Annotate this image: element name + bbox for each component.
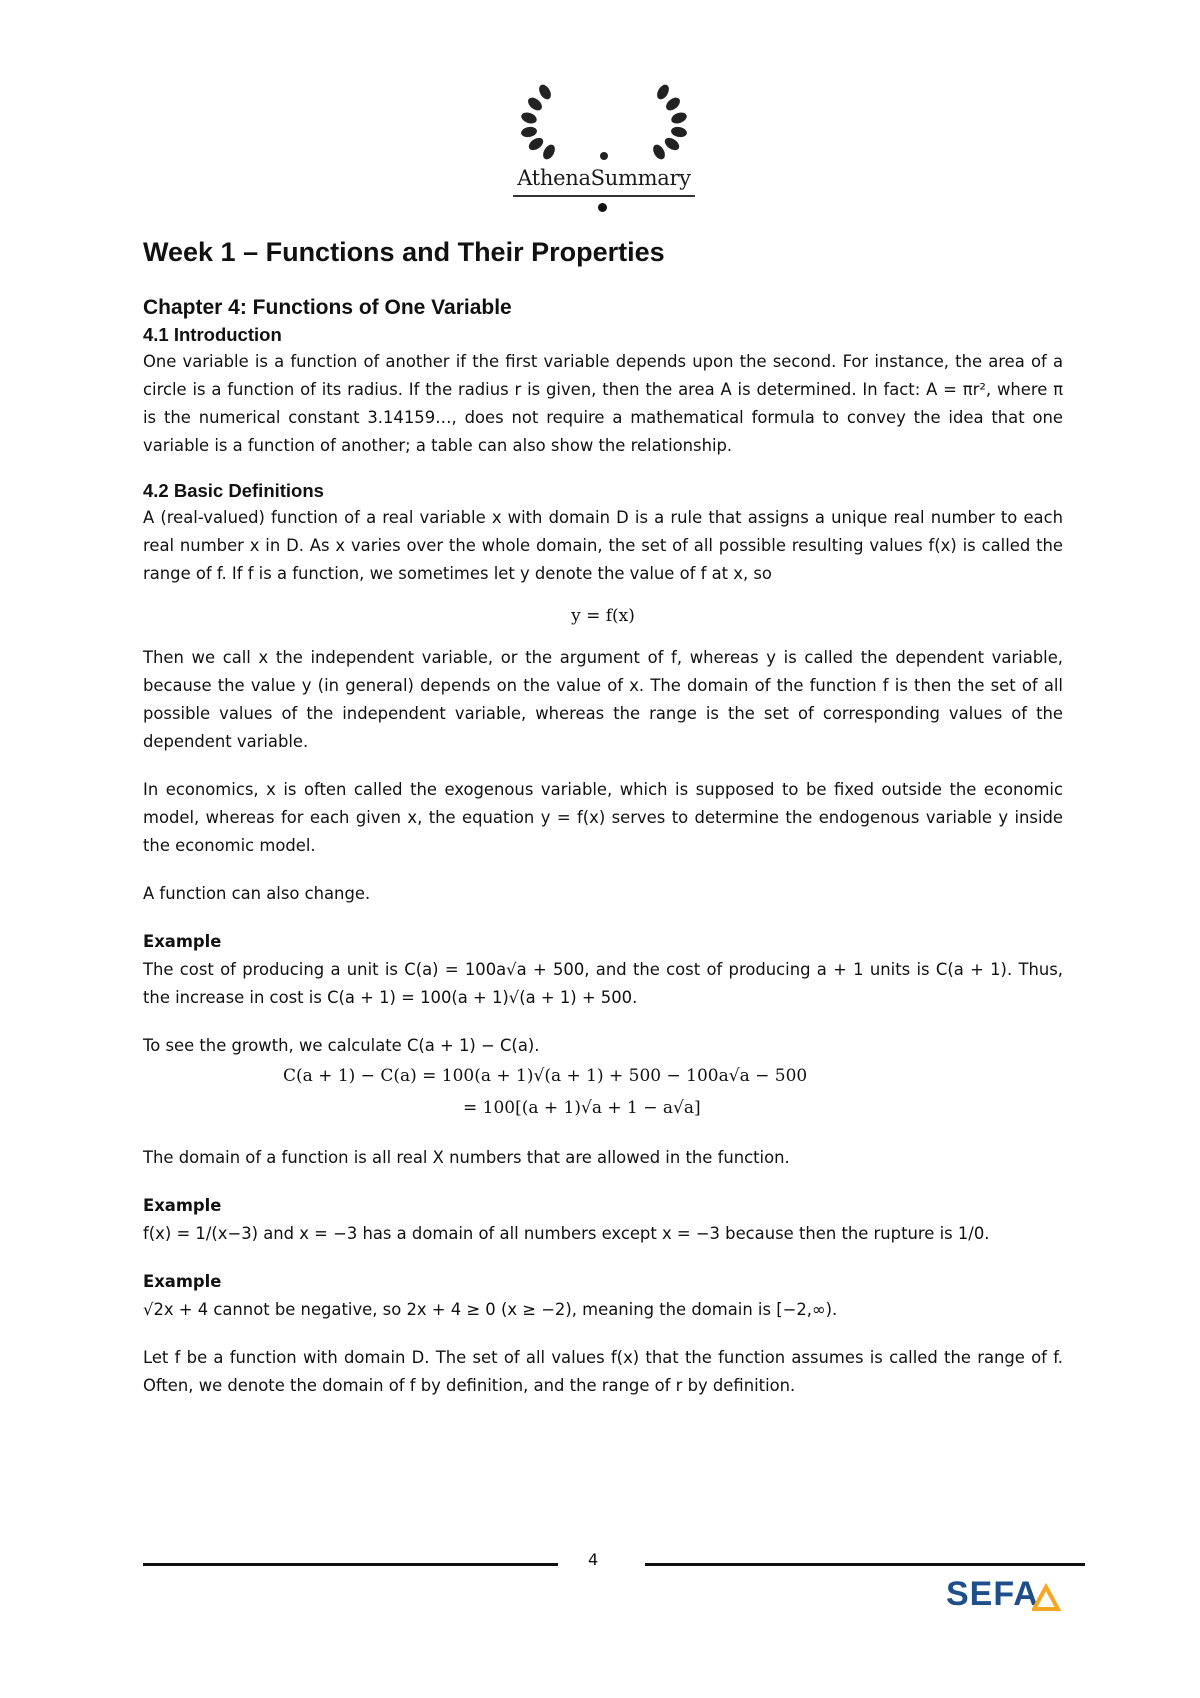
document-body xyxy=(143,230,1063,1400)
equation-y-fx: y = f(x) xyxy=(571,606,635,626)
growth-equation-2: = 100[(a + 1)√a + 1 − a√a] xyxy=(463,1098,701,1118)
laurel-wreath-icon xyxy=(509,82,699,166)
example-1-label: Example xyxy=(143,932,222,951)
example-1-text: The cost of producing a unit is C(a) = 100a√a + 500, and the cost of producing a + 1 units is C(a + 1). Thus, the increase in cost is C(a + 1) = 100(a + 1)√(a + 1) + 500. xyxy=(143,960,1063,1007)
section-4-1-heading: 4.1 Introduction xyxy=(143,324,282,345)
growth-equation-1: C(a + 1) − C(a) = 100(a + 1)√(a + 1) + 500 − 100a√a − 500 xyxy=(283,1066,808,1086)
range-definition: Let f be a function with domain D. The set of all values f(x) that the function assumes is called the range of f. Often, we denote the domain of f by definition, and the range of r by definition. xyxy=(143,1348,1063,1395)
logo-brand-text: AthenaSummary xyxy=(517,166,691,190)
growth-text: To see the growth, we calculate C(a + 1) − C(a). xyxy=(143,1036,540,1055)
footer-rule-right xyxy=(645,1563,1085,1566)
logo-dot xyxy=(598,203,607,212)
economics-paragraph: In economics, x is often called the exogenous variable, which is supposed to be fixed outside the economic model, whereas for each given x, the equation y = f(x) serves to determine the endogenous variable y inside the economic model. xyxy=(143,780,1063,855)
example-3-text: √2x + 4 cannot be negative, so 2x + 4 ≥ 0 (x ≥ −2), meaning the domain is [−2,∞). xyxy=(143,1300,838,1319)
logo-underline xyxy=(513,195,695,197)
example-2-label: Example xyxy=(143,1196,222,1215)
example-2-text: f(x) = 1/(x−3) and x = −3 has a domain of all numbers except x = −3 because then the rupture is 1/0. xyxy=(143,1224,990,1243)
footer-rule-left xyxy=(143,1563,558,1566)
page-number: 4 xyxy=(588,1550,599,1569)
function-change-paragraph: A function can also change. xyxy=(143,884,371,903)
section-4-1-text: One variable is a function of another if the first variable depends upon the second. For instance, the area of a circle is a function of its radius. If the radius r is given, then the area A is determined. In fact: A = πr², where π is the numerical constant 3.14159…, does not require a mathematical formula to convey the idea that one variable is a function of another; a table can also show the relationship. xyxy=(143,352,1063,455)
chapter-heading: Chapter 4: Functions of One Variable xyxy=(143,296,512,319)
domain-definition: The domain of a function is all real X numbers that are allowed in the function. xyxy=(143,1148,790,1167)
sefa-swoosh-icon xyxy=(1032,1583,1062,1613)
example-3-label: Example xyxy=(143,1272,222,1291)
definition-paragraph: A (real-valued) function of a real variable x with domain D is a rule that assigns a unique real number to each real number x in D. As x varies over the whole domain, the set of all possible resulting values f(x) is called the range of f. If f is a function, we sometimes let y denote the value of f at x, so xyxy=(143,508,1063,583)
independent-variable-paragraph: Then we call x the independent variable, or the argument of f, whereas y is called the dependent variable, because the value y (in general) depends on the value of x. The domain of the function f is then the set of all possible values of the independent variable, whereas the range is the set of corresponding values of the dependent variable. xyxy=(143,648,1063,751)
section-4-2-heading: 4.2 Basic Definitions xyxy=(143,480,324,501)
sefa-logo: SEFA xyxy=(946,1575,1039,1613)
athena-summary-logo xyxy=(509,82,699,214)
page-title: Week 1 – Functions and Their Properties xyxy=(143,237,665,267)
